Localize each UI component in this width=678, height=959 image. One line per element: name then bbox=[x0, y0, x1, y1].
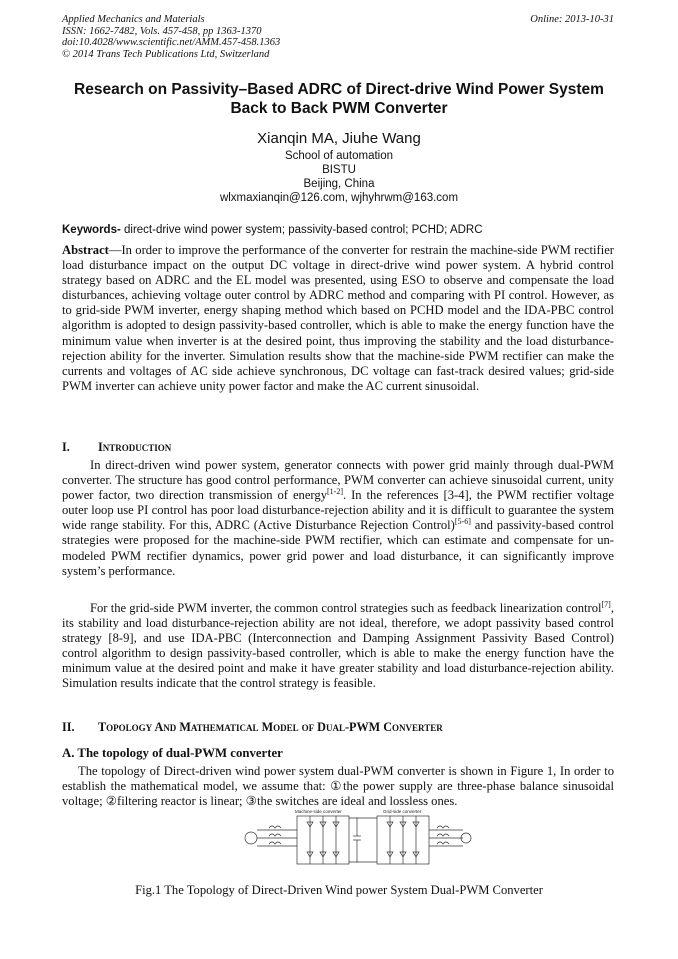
intro-p2-text-b: , its stability and load disturbance-rejection ability are not ideal, therefore, we adopt passivity based control strategy [8-9], and use IDA-PBC (Interconnection and Damping Assignment Passivity Based Control) control algorithm to design passivity-based controller, which is able to make the energy function have the minimum value at the desired point and make it have greater stability and load disturbance-rejection ability. Simulation results indicate that the control strategy is feasible. bbox=[62, 601, 614, 691]
issn-line: ISSN: 1662-7482, Vols. 457-458, pp 1363-1370 bbox=[62, 25, 262, 37]
figure-label-left: Machine-side converter bbox=[295, 809, 342, 814]
figure-caption: Fig.1 The Topology of Direct-Driven Wind power System Dual-PWM Converter bbox=[135, 883, 543, 897]
abstract-text: —In order to improve the performance of the converter for restrain the machine-side PWM rectifier load disturbance impact on the output DC voltage in direct-drive wind power system. A hybrid control strategy based on ADRC and the EL model was presented, using ESO to observe and compensate the load disturbances, achieving voltage outer control by ADRC method and comparing with PI control. However, as to grid-side PWM inverter, energy shaping method which based on PCHD model and the IDA-PBC control algorithm is adopted to design passivity-based controller, which is able to make the energy function have the minimum value when inverter is at the desired point, thus improving the stability and the load disturbance-rejection ability for the inverter. Simulation results show that the machine-side PWM rectifier can make the currents and voltages of AC side achieve synchronous, DC voltage can fast-track desired values; grid-side PWM inverter can achieve unity power factor and make the AC current sinusoidal. bbox=[62, 243, 614, 393]
journal-header bbox=[62, 14, 280, 60]
affiliation-department: School of automation bbox=[284, 150, 394, 162]
author-emails: wlxmaxianqin@126.com, wjhyhrwm@163.com bbox=[219, 192, 459, 204]
intro-paragraph-1 bbox=[62, 458, 614, 579]
keywords-text: direct-drive wind power system; passivity-based control; PCHD; ADRC bbox=[120, 224, 483, 236]
section-heading-introduction bbox=[62, 440, 171, 455]
abstract bbox=[62, 243, 614, 394]
title-line-1: Research on Passivity–Based ADRC of Direct-drive Wind Power System bbox=[74, 81, 604, 98]
citation: [1-2] bbox=[327, 487, 343, 496]
intro-p1-text-a: In direct-driven wind power system, generator connects with power grid mainly through dual-PWM converter. The structure has good control performance, PWM converter can achieve sinusoidal current, unity power factor, two direction transmission of energy bbox=[62, 458, 614, 503]
section-title: Introduction bbox=[98, 440, 172, 454]
copyright-line: © 2014 Trans Tech Publications Ltd, Switzerland bbox=[62, 48, 270, 60]
section-number: I. bbox=[62, 440, 70, 454]
intro-paragraph-2 bbox=[62, 601, 614, 692]
section-heading-topology bbox=[62, 720, 443, 735]
section-title: Topology And Mathematical Model of Dual-PWM Converter bbox=[98, 720, 443, 734]
intro-p1-text-c: and passivity-based control strategies were proposed for the machine-side PWM rectifier, which can estimate and compensate for un-modeled PWM rectifier dynamics, power grid power and load disturbance, it can significantly improve system’s performance. bbox=[62, 518, 615, 578]
subsection-heading: A. The topology of dual-PWM converter bbox=[62, 746, 283, 760]
paper-title bbox=[40, 80, 638, 118]
keywords-label: Keywords- bbox=[62, 224, 121, 236]
section-number: II. bbox=[62, 720, 75, 734]
keywords bbox=[62, 224, 483, 236]
abstract-label: Abstract bbox=[62, 243, 109, 257]
converter-circuit-diagram bbox=[237, 808, 473, 868]
affiliation-institution: BISTU bbox=[322, 164, 356, 176]
intro-p2-text-a: For the grid-side PWM inverter, the common control strategies such as feedback linearization control bbox=[90, 601, 602, 615]
title-line-2: Back to Back PWM Converter bbox=[230, 100, 448, 117]
figure-label-right: Grid-side converter bbox=[383, 809, 422, 814]
subsection-paragraph: The topology of Direct-driven wind power system dual-PWM converter is shown in Figure 1, In order to establish the mathematical model, we assume that: ①the power supply are three-phase balance sinusoidal voltage; ②filtering reactor is linear; ③the switches are ideal and lossless ones. bbox=[62, 764, 614, 809]
intro-p1-text-b: . In the references [3-4], the PWM rectifier voltage outer loop use PI control has poor load disturbance-rejection ability and it is difficult to guarantee the system wide range stability. For this, ADRC (Active Disturbance Rejection Control) bbox=[62, 488, 615, 533]
author-names: Xianqin MA, Jiuhe Wang bbox=[257, 130, 421, 147]
affiliation-city: Beijing, China bbox=[303, 178, 375, 190]
doi-line: doi:10.4028/www.scientific.net/AMM.457-458.1363 bbox=[62, 37, 281, 48]
journal-name: Applied Mechanics and Materials bbox=[62, 14, 205, 25]
citation: [7] bbox=[601, 599, 611, 609]
citation: [5-6] bbox=[454, 517, 471, 527]
online-date: Online: 2013-10-31 bbox=[530, 14, 614, 25]
topology-figure bbox=[237, 808, 473, 868]
